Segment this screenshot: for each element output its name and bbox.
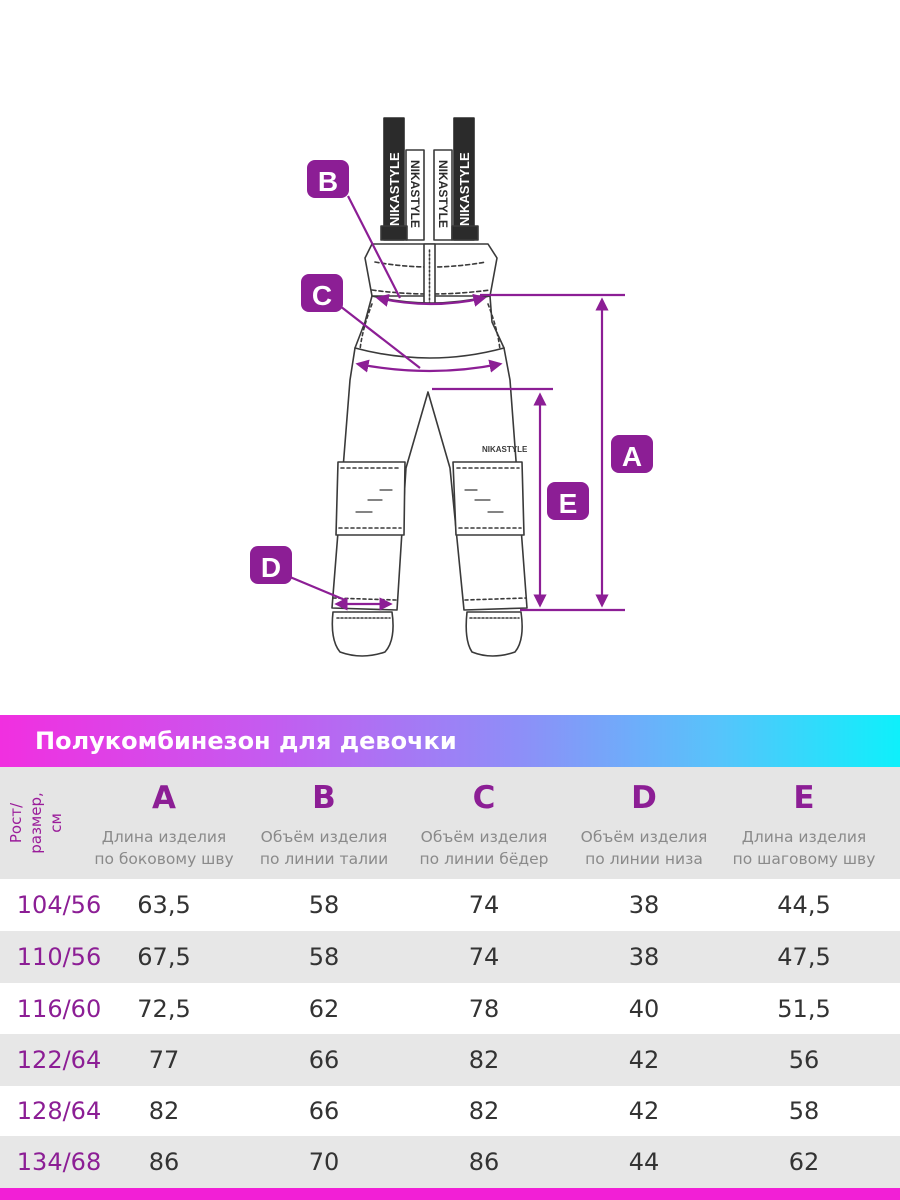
value-c: 78 xyxy=(468,995,500,1023)
value-b: 66 xyxy=(308,1097,340,1125)
column-header-e xyxy=(724,767,884,879)
value-c: 74 xyxy=(468,943,500,971)
inner-brand-left: NIKASTYLE xyxy=(408,160,422,229)
value-e: 44,5 xyxy=(777,891,831,919)
table-row xyxy=(0,931,900,983)
value-d: 38 xyxy=(628,943,660,971)
value-a: 77 xyxy=(148,1046,180,1074)
size-cell: 104/56 xyxy=(16,891,102,919)
value-d: 44 xyxy=(628,1148,660,1176)
value-d: 42 xyxy=(628,1097,660,1125)
value-d: 42 xyxy=(628,1046,660,1074)
size-column-header xyxy=(6,773,66,873)
right-knee-patch xyxy=(453,462,524,535)
column-header-d xyxy=(564,767,724,879)
size-header-label: Рост/ размер, см xyxy=(7,792,65,854)
svg-text:E: E xyxy=(558,488,578,519)
value-a: 86 xyxy=(148,1148,180,1176)
value-d: 38 xyxy=(628,891,660,919)
column-description: Объём изделия по линии талии xyxy=(259,828,389,868)
column-letter: B xyxy=(312,780,336,816)
column-header-c xyxy=(404,767,564,879)
size-cell: 134/68 xyxy=(16,1148,102,1176)
table-row xyxy=(0,1136,900,1188)
table-row xyxy=(0,1034,900,1086)
svg-text:B: B xyxy=(317,166,339,197)
value-e: 56 xyxy=(788,1046,820,1074)
column-description: Длина изделия по шаговому шву xyxy=(732,828,876,868)
left-knee-patch xyxy=(336,462,405,535)
column-letter: A xyxy=(152,780,176,816)
strap-brand-left: NIKASTYLE xyxy=(387,152,402,226)
value-b: 58 xyxy=(308,943,340,971)
value-c: 82 xyxy=(468,1046,500,1074)
value-c: 86 xyxy=(468,1148,500,1176)
column-description: Объём изделия по линии низа xyxy=(580,828,708,868)
value-c: 74 xyxy=(468,891,500,919)
value-a: 67,5 xyxy=(137,943,191,971)
table-row xyxy=(0,1085,900,1137)
value-b: 70 xyxy=(308,1148,340,1176)
size-cell: 110/56 xyxy=(16,943,102,971)
value-b: 66 xyxy=(308,1046,340,1074)
column-letter: E xyxy=(793,780,815,816)
svg-text:D: D xyxy=(260,552,282,583)
value-e: 62 xyxy=(788,1148,820,1176)
value-b: 58 xyxy=(308,891,340,919)
bottom-accent-bar xyxy=(0,1188,900,1200)
inner-brand-right: NIKASTYLE xyxy=(436,160,450,229)
value-c: 82 xyxy=(468,1097,500,1125)
banner-title: Полукомбинезон для девочки xyxy=(35,727,457,755)
column-letter: C xyxy=(472,780,496,816)
marker-b xyxy=(307,160,349,198)
table-row xyxy=(0,983,900,1035)
value-e: 47,5 xyxy=(777,943,831,971)
value-e: 51,5 xyxy=(777,995,831,1023)
size-cell: 116/60 xyxy=(16,995,102,1023)
value-a: 82 xyxy=(148,1097,180,1125)
title-banner xyxy=(0,715,900,767)
column-header-a xyxy=(84,767,244,879)
column-description: Длина изделия по боковому шву xyxy=(94,828,234,868)
value-a: 63,5 xyxy=(137,891,191,919)
value-e: 58 xyxy=(788,1097,820,1125)
marker-d xyxy=(250,546,292,584)
column-letter: D xyxy=(631,780,657,816)
leg-brand: NIKASTYLE xyxy=(482,445,528,454)
size-cell: 122/64 xyxy=(16,1046,102,1074)
marker-e xyxy=(547,482,589,520)
size-cell: 128/64 xyxy=(16,1097,102,1125)
value-d: 40 xyxy=(628,995,660,1023)
value-a: 72,5 xyxy=(137,995,191,1023)
table-row xyxy=(0,879,900,931)
value-b: 62 xyxy=(308,995,340,1023)
marker-c xyxy=(301,274,343,312)
table-header xyxy=(0,767,900,879)
strap-brand-right: NIKASTYLE xyxy=(457,152,472,226)
svg-text:C: C xyxy=(311,280,333,311)
svg-text:A: A xyxy=(621,441,643,472)
marker-a xyxy=(611,435,653,473)
column-description: Объём изделия по линии бёдер xyxy=(419,828,549,868)
column-header-b xyxy=(244,767,404,879)
